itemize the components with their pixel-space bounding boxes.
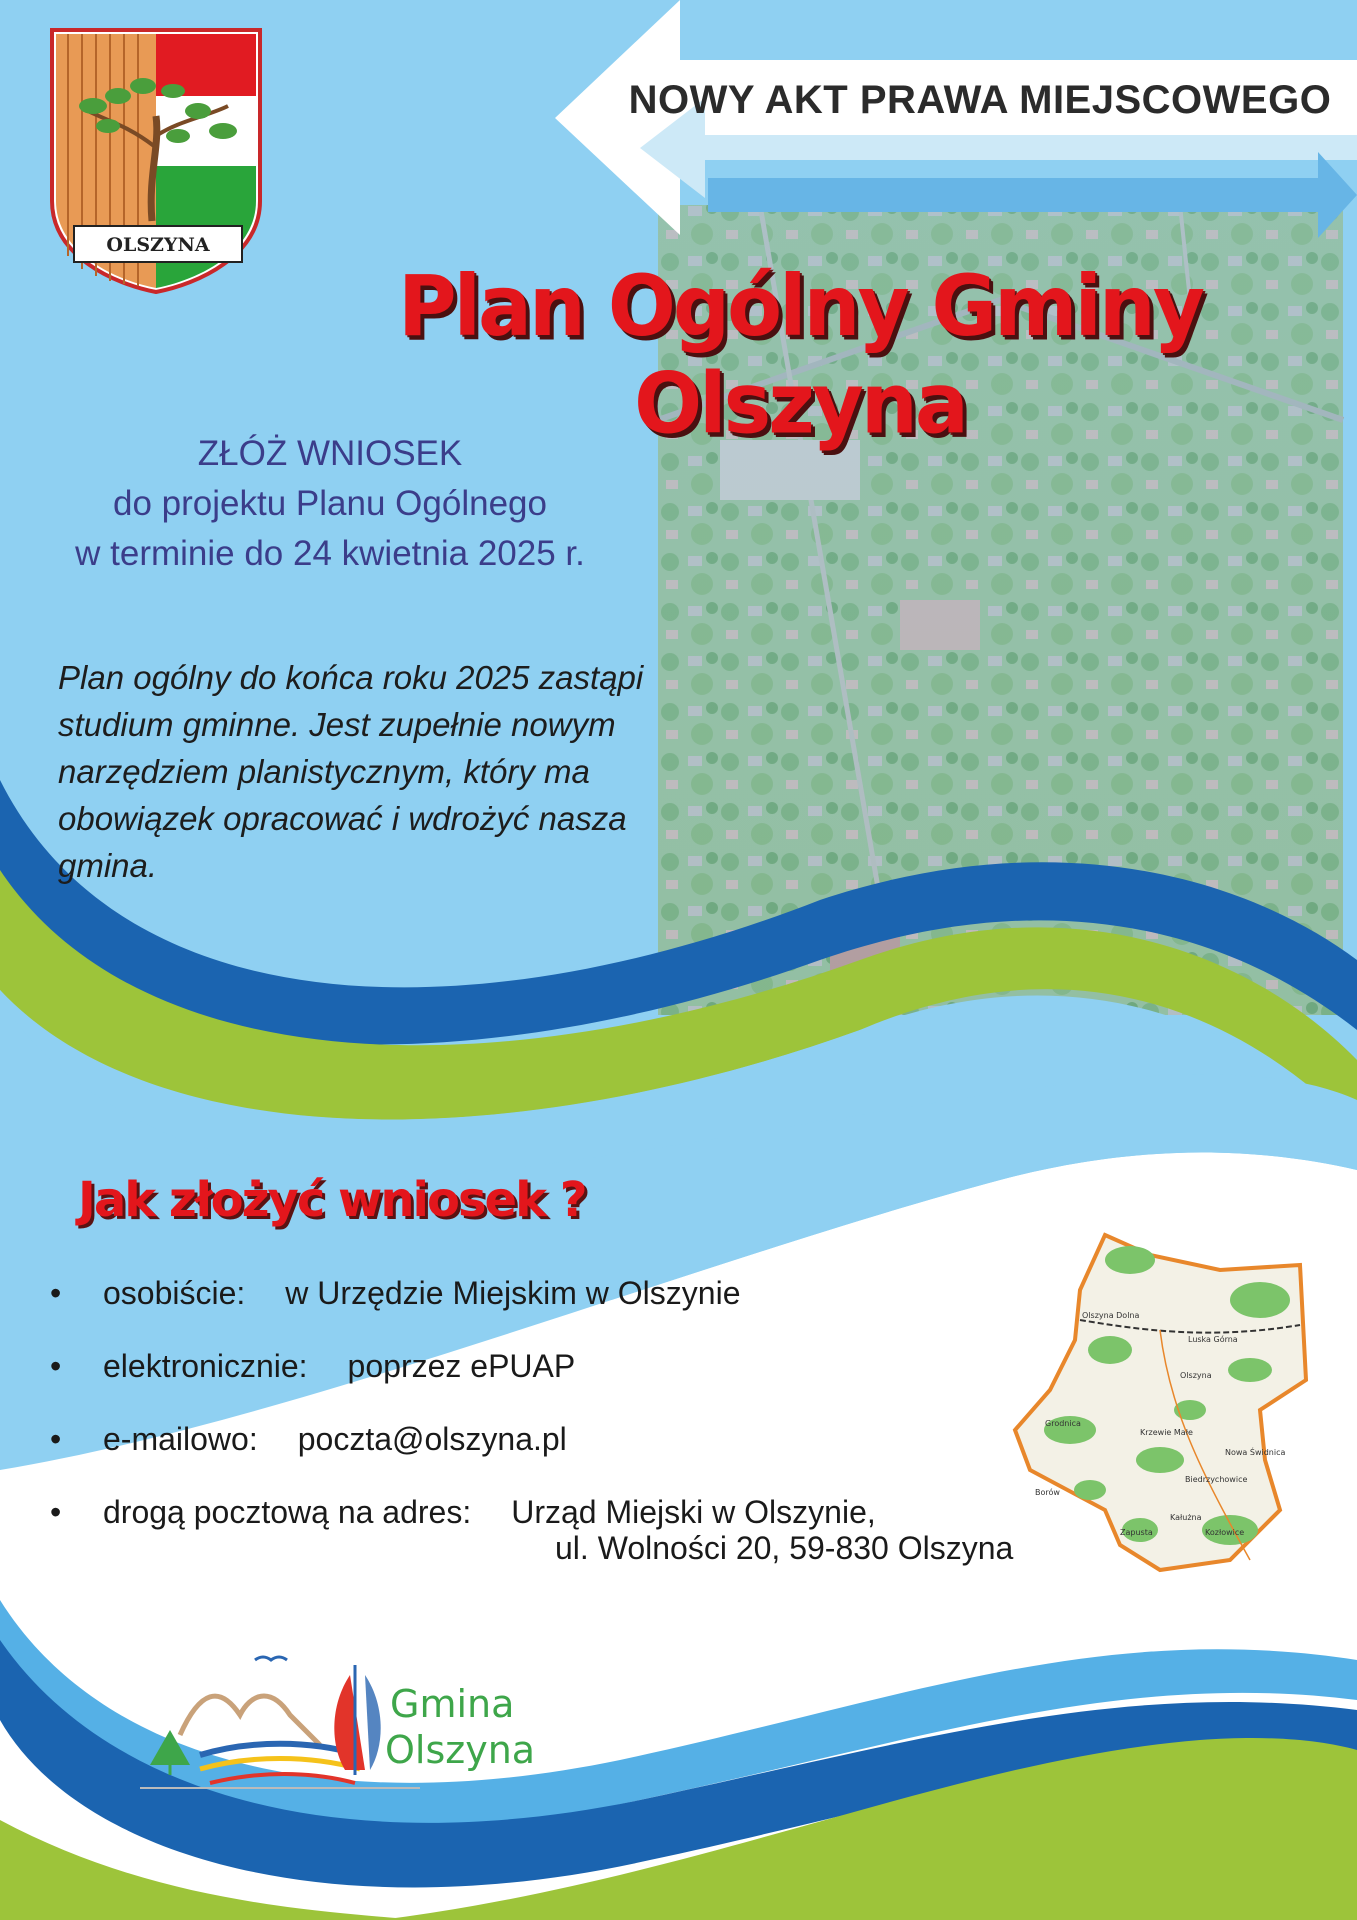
bullet-icon: • — [50, 1494, 62, 1530]
address-line-2: ul. Wolności 20, 59-830 Olszyna — [555, 1530, 1014, 1566]
map-label: Kałużna — [1170, 1513, 1202, 1522]
map-label: Kozłowice — [1205, 1528, 1245, 1537]
olszyna-crest — [48, 26, 264, 296]
list-item-label: osobiście: — [103, 1275, 246, 1311]
bullet-icon: • — [50, 1421, 62, 1457]
map-label: Krzewie Małe — [1140, 1428, 1193, 1437]
map-label: Luska Górna — [1188, 1335, 1238, 1344]
cta-line-1: ZŁÓŻ WNIOSEK — [197, 434, 463, 473]
map-label: Olszyna — [1180, 1371, 1212, 1380]
list-item — [50, 1421, 567, 1458]
map-label: Olszyna Dolna — [1082, 1311, 1140, 1320]
list-item-label: elektronicznie: — [103, 1348, 308, 1384]
list-item-label: drogą pocztową na adres: — [103, 1494, 472, 1530]
logo-word-1: Gmina — [390, 1682, 515, 1726]
list-item-label: e-mailowo: — [103, 1421, 258, 1457]
cta-line-2: do projektu Planu Ogólnego — [113, 484, 547, 523]
list-item — [50, 1494, 876, 1531]
how-to-heading: Jak złożyć wniosek ? — [78, 1172, 586, 1228]
list-item-value: poprzez ePUAP — [347, 1348, 576, 1384]
map-label: Biedrzychowice — [1185, 1475, 1248, 1484]
bullet-icon: • — [50, 1275, 62, 1311]
map-label: Grodnica — [1045, 1419, 1081, 1428]
page-title: Plan Ogólny Gminy Olszyna — [398, 257, 1202, 453]
list-item — [50, 1275, 740, 1312]
bullet-icon: • — [50, 1348, 62, 1384]
crest-label: OLSZYNA — [106, 234, 210, 256]
municipality-map — [1010, 1230, 1310, 1575]
banner-heading: NOWY AKT PRAWA MIEJSCOWEGO — [628, 78, 1332, 122]
gmina-olszyna-logo — [140, 1645, 560, 1795]
map-label: Zapusta — [1120, 1528, 1153, 1537]
intro-paragraph: Plan ogólny do końca roku 2025 zastąpi studium gminne. Jest zupełnie nowym narzędziem planistycznym, który ma obowiązek opracować i wdrożyć nasza gmina. — [58, 659, 644, 884]
list-item — [50, 1348, 575, 1385]
map-label: Nowa Świdnica — [1225, 1448, 1286, 1457]
list-item-value: Urząd Miejski w Olszynie, — [511, 1494, 876, 1530]
map-label: Borów — [1035, 1488, 1060, 1497]
list-item-value: w Urzędzie Miejskim w Olszynie — [285, 1275, 741, 1311]
cta-line-3: w terminie do 24 kwietnia 2025 r. — [75, 534, 585, 573]
logo-word-2: Olszyna — [385, 1728, 536, 1772]
email-link[interactable]: poczta@olszyna.pl — [297, 1421, 567, 1457]
